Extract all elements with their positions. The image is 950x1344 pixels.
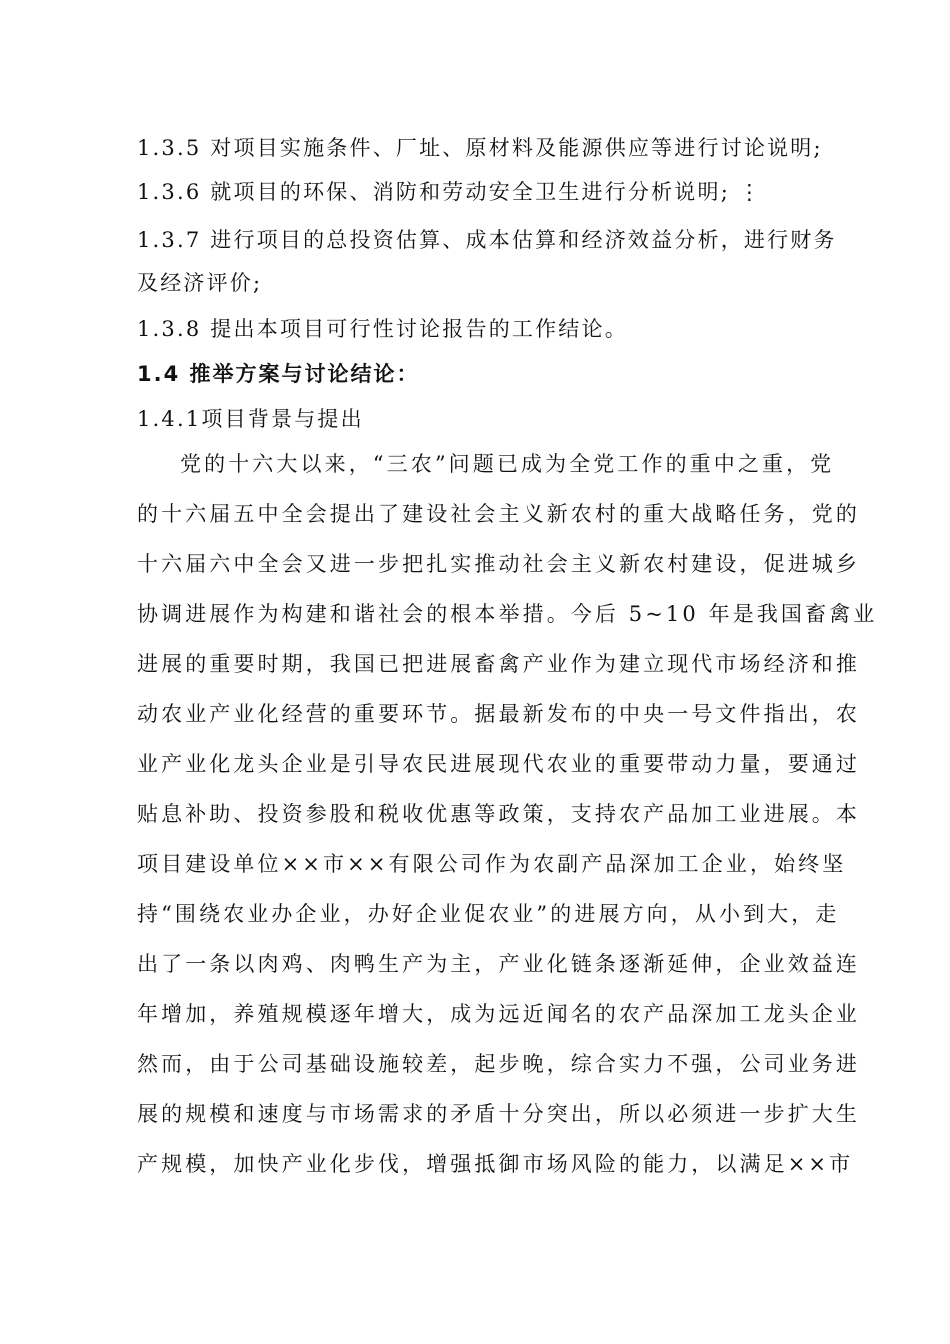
list-item-1-3-7: 1.3.7 进行项目的总投资估算、成本估算和经济效益分析，进行财务 bbox=[137, 228, 837, 252]
paragraph-line: 项目建设单位××市××有限公司作为农副产品深加工企业，始终坚 bbox=[137, 852, 847, 876]
paragraph-line: 贴息补助、投资参股和税收优惠等政策，支持农产品加工业进展。本 bbox=[137, 802, 860, 826]
subsection-heading: 1.4.1项目背景与提出 bbox=[137, 407, 364, 431]
list-item-1-3-6: 1.3.6 就项目的环保、消防和劳动安全卫生进行分析说明; ⋮ bbox=[137, 180, 763, 204]
paragraph-line: 然而，由于公司基础设施较差，起步晚，综合实力不强，公司业务进 bbox=[137, 1052, 860, 1076]
list-item-1-3-5: 1.3.5 对项目实施条件、厂址、原材料及能源供应等进行讨论说明; bbox=[137, 136, 823, 160]
paragraph-line: 持“围绕农业办企业，办好企业促农业”的进展方向，从小到大，走 bbox=[137, 902, 840, 926]
paragraph-line: 展的规模和速度与市场需求的矛盾十分突出，所以必须进一步扩大生 bbox=[137, 1102, 860, 1126]
paragraph-line: 出了一条以肉鸡、肉鸭生产为主，产业化链条逐渐延伸，企业效益连 bbox=[137, 952, 860, 976]
paragraph-line: 协调进展作为构建和谐社会的根本举措。今后 5~10 年是我国畜禽业 bbox=[137, 602, 878, 626]
paragraph-line: 产规模，加快产业化步伐，增强抵御市场风险的能力，以满足××市 bbox=[137, 1152, 854, 1176]
paragraph-line: 动农业产业化经营的重要环节。据最新发布的中央一号文件指出，农 bbox=[137, 702, 860, 726]
paragraph-line: 十六届六中全会又进一步把扎实推动社会主义新农村建设，促进城乡 bbox=[137, 552, 860, 576]
list-item-1-3-8: 1.3.8 提出本项目可行性讨论报告的工作结论。 bbox=[137, 317, 628, 341]
list-item-1-3-7-continued: 及经济评价; bbox=[137, 271, 263, 295]
paragraph-line: 业产业化龙头企业是引导农民进展现代农业的重要带动力量，要通过 bbox=[137, 752, 860, 776]
paragraph-line: 的十六届五中全会提出了建设社会主义新农村的重大战略任务，党的 bbox=[137, 502, 860, 526]
section-heading: 1.4 推举方案与讨论结论： bbox=[137, 362, 420, 386]
paragraph-line: 党的十六大以来，“三农”问题已成为全党工作的重中之重，党 bbox=[180, 452, 835, 476]
paragraph-line: 年增加，养殖规模逐年增大，成为远近闻名的农产品深加工龙头企业 bbox=[137, 1002, 860, 1026]
paragraph-line: 进展的重要时期，我国已把进展畜禽产业作为建立现代市场经济和推 bbox=[137, 652, 860, 676]
